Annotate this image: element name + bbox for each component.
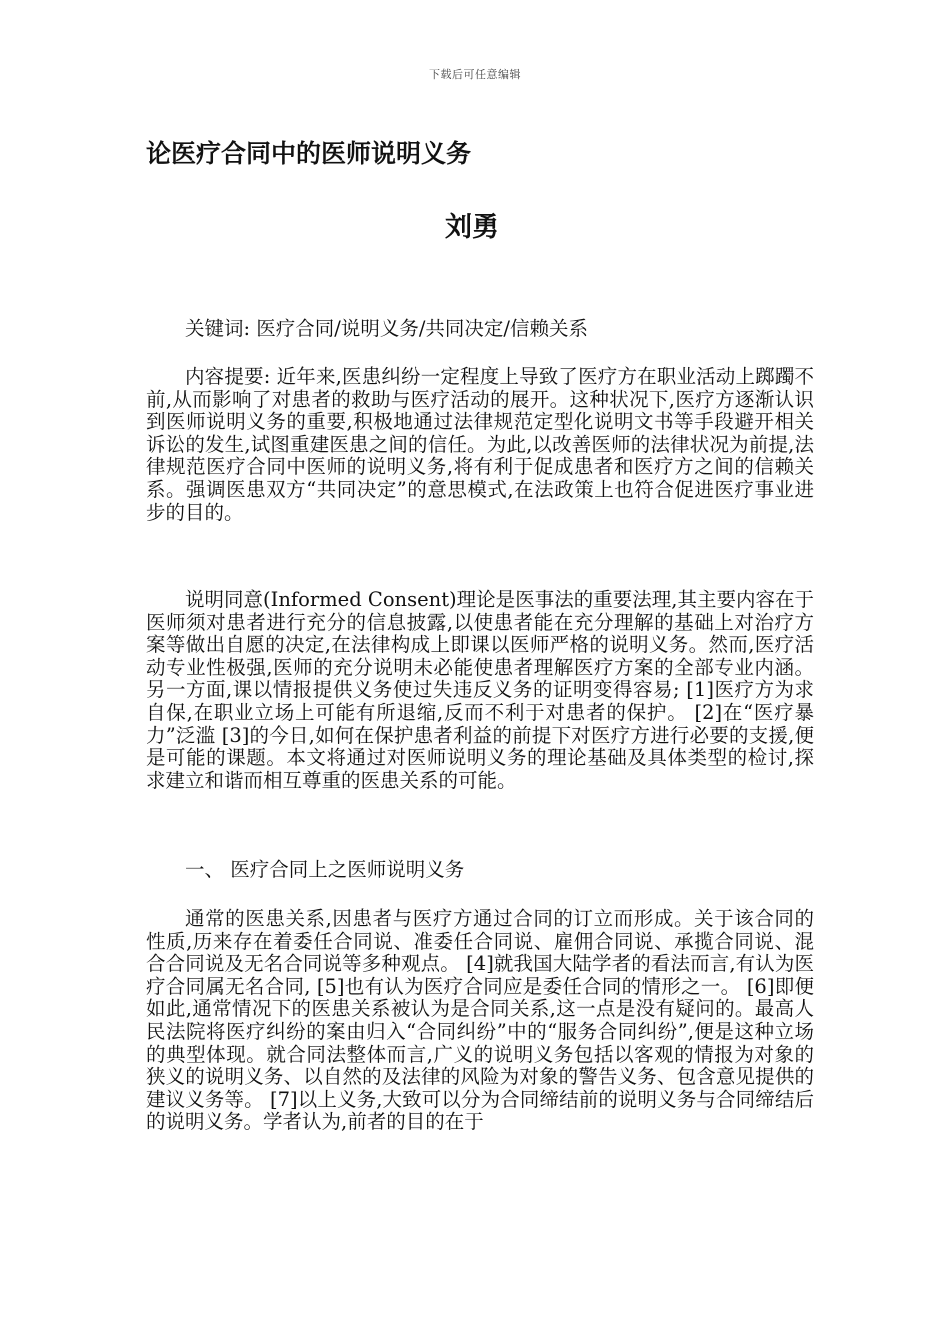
- intro-paragraph: 说明同意(Informed Consent)理论是医事法的重要法理,其主要内容在于医师须对患者进行充分的信息披露,以使患者能在充分理解的基础上对治疗方案等做出自愿的决定,在法律构成上即课以医师严格的说明义务。然而,医疗活动专业性极强,医师的充分说明未必能使患者理解医疗方案的全部专业内涵。另一方面,课以情报提供义务使过失违反义务的证明变得容易; [1]医疗方为求自保,在职业立场上可能有所退缩,反而不利于对患者的保护。 [2]在“医疗暴力”泛滥 [3]的今日,如何在保护患者利益的前提下对医疗方进行必要的支援,便是可能的课题。本文将通过对医师说明义务的理论基础及具体类型的检讨,探求建立和谐而相互尊重的医患关系的可能。: [146, 588, 814, 792]
- keywords-paragraph: 关键词: 医疗合同/说明义务/共同决定/信赖关系: [185, 317, 588, 340]
- section-body-paragraph: 通常的医患关系,因患者与医疗方通过合同的订立而形成。关于该合同的性质,历来存在着委任合同说、准委任合同说、雇佣合同说、承揽合同说、混合合同说及无名合同说等多种观点。 [4]就我国大陆学者的看法而言,有认为医疗合同属无名合同, [5]也有认为医疗合同应是委任合同的情形之一。 [6]即便如此,通常情况下的医患关系被认为是合同关系,这一点是没有疑问的。最高人民法院将医疗纠纷的案由归入“合同纠纷”中的“服务合同纠纷”,便是这种立场的典型体现。就合同法整体而言,广义的说明义务包括以客观的情报为对象的狭义的说明义务、以自然的及法律的风险为对象的警告义务、包含意见提供的建议义务等。 [7]以上义务,大致可以分为合同缔结前的说明义务与合同缔结后的说明义务。学者认为,前者的目的在于: [146, 907, 814, 1134]
- abstract-paragraph: 内容提要: 近年来,医患纠纷一定程度上导致了医疗方在职业活动上踯躅不前,从而影响了对患者的救助与医疗活动的展开。这种状况下,医疗方逐渐认识到医师说明义务的重要,积极地通过法律规范定型化说明文书等手段避开相关诉讼的发生,试图重建医患之间的信任。为此,以改善医师的法律状况为前提,法律规范医疗合同中医师的说明义务,将有利于促成患者和医疗方之间的信赖关系。强调医患双方“共同决定”的意思模式,在法政策上也符合促进医疗事业进步的目的。: [146, 365, 814, 524]
- author-name: 刘勇: [445, 212, 499, 243]
- section-heading: 一、 医疗合同上之医师说明义务: [185, 858, 465, 881]
- header-note: 下载后可任意编辑: [429, 68, 521, 81]
- document-title: 论医疗合同中的医师说明义务: [146, 139, 472, 168]
